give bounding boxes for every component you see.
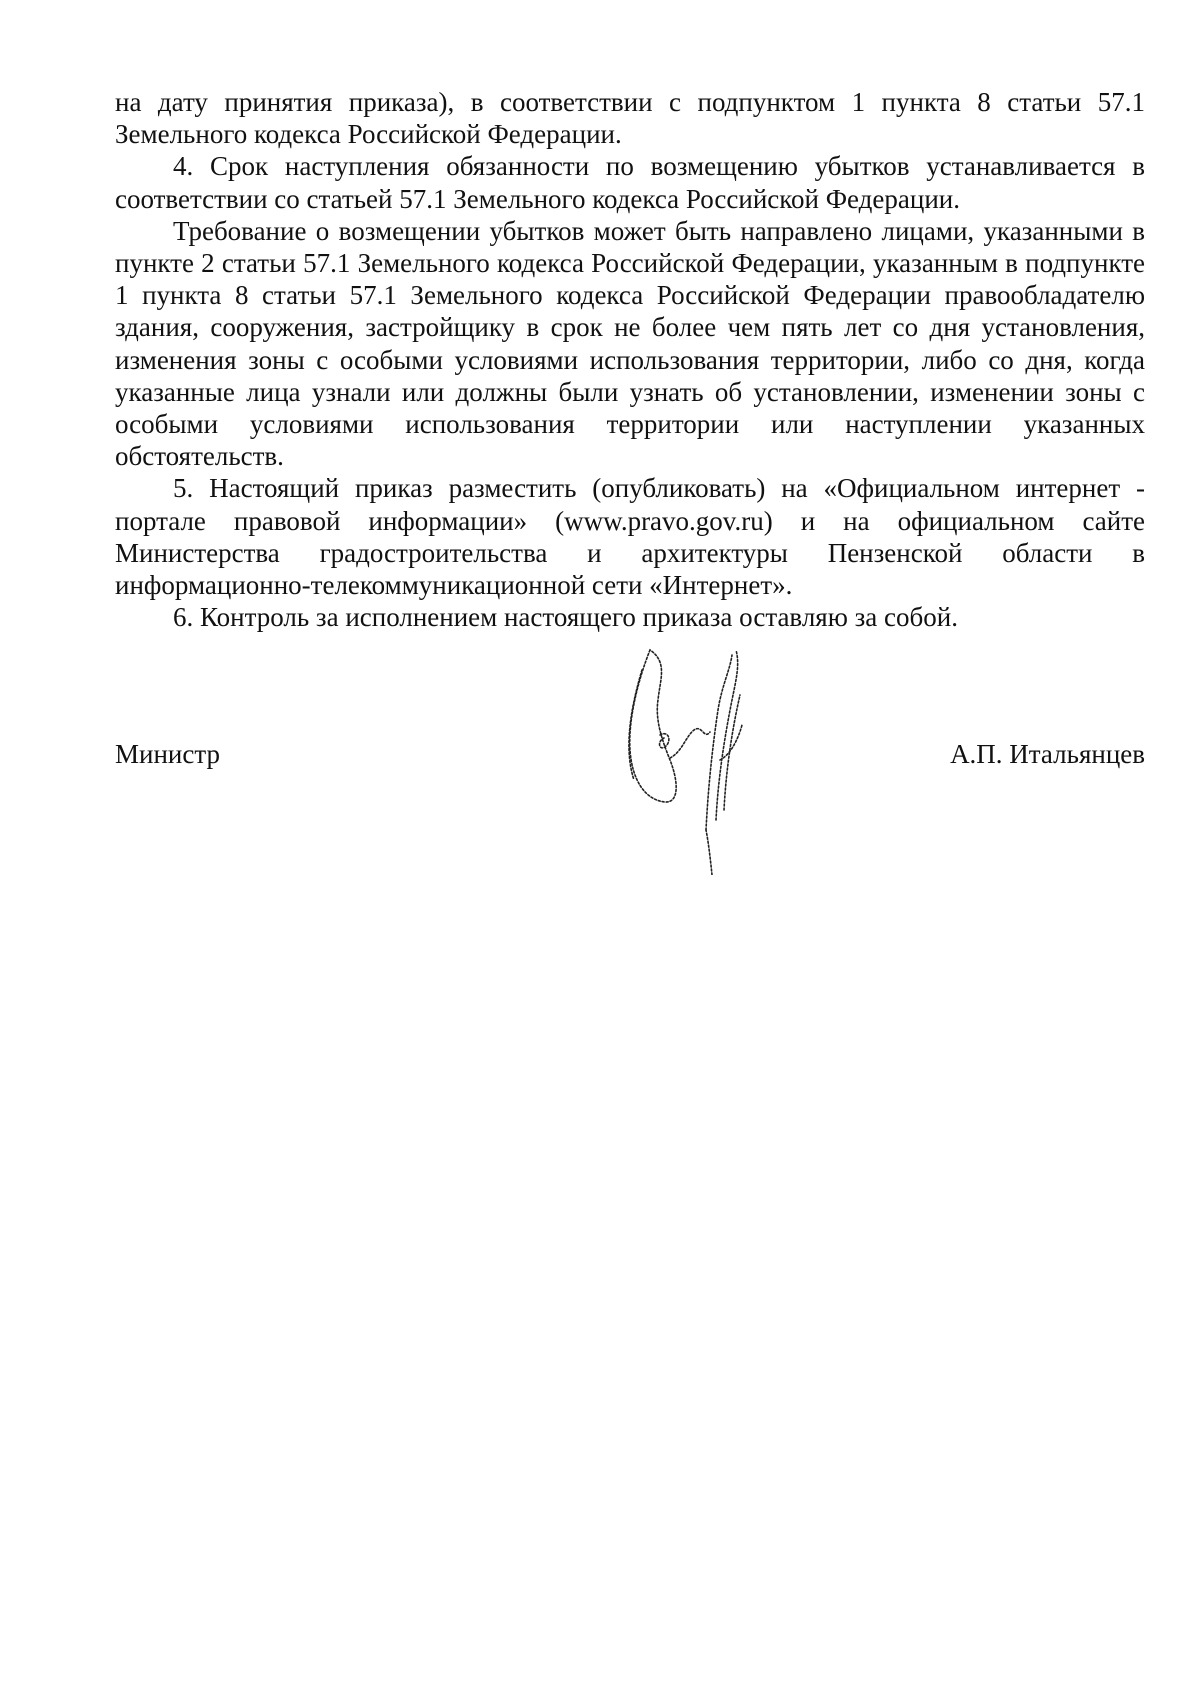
paragraph-item-4: 4. Срок наступления обязанности по возмещению убытков устанавливается в соответствии со статьей 57.1 Земельного кодекса Российской Федерации. xyxy=(115,151,1145,214)
handwritten-signature-icon xyxy=(620,640,800,875)
signer-position: Министр xyxy=(115,739,220,769)
document-body xyxy=(115,86,1145,633)
signer-name: А.П. Итальянцев xyxy=(950,739,1145,769)
paragraph-continuation: на дату принятия приказа), в соответствии с подпунктом 1 пункта 8 статьи 57.1 Земельного кодекса Российской Федерации. xyxy=(115,87,1145,150)
paragraph-item-5: 5. Настоящий приказ разместить (опубликовать) на «Официальном интернет - портале правовой информации» (www.pravo.gov.ru) и на официальном сайте Министерства градостроительства и архитектуры Пензенской области в информационно-телекоммуникационной сети «Интернет». xyxy=(115,473,1145,601)
paragraph-damages-claim: Требование о возмещении убытков может быть направлено лицами, указанными в пункте 2 статьи 57.1 Земельного кодекса Российской Федерации, указанным в подпункте 1 пункта 8 статьи 57.1 Земельного кодекса Российской Федерации правообладателю здания, сооружения, застройщику в срок не более чем пять лет со дня установления, изменения зоны с особыми условиями использования территории, либо со дня, когда указанные лица узнали или должны были узнать об установлении, изменении зоны с особыми условиями использования территории или наступлении указанных обстоятельств. xyxy=(115,215,1145,472)
paragraph-item-6: 6. Контроль за исполнением настоящего приказа оставляю за собой. xyxy=(173,602,958,633)
